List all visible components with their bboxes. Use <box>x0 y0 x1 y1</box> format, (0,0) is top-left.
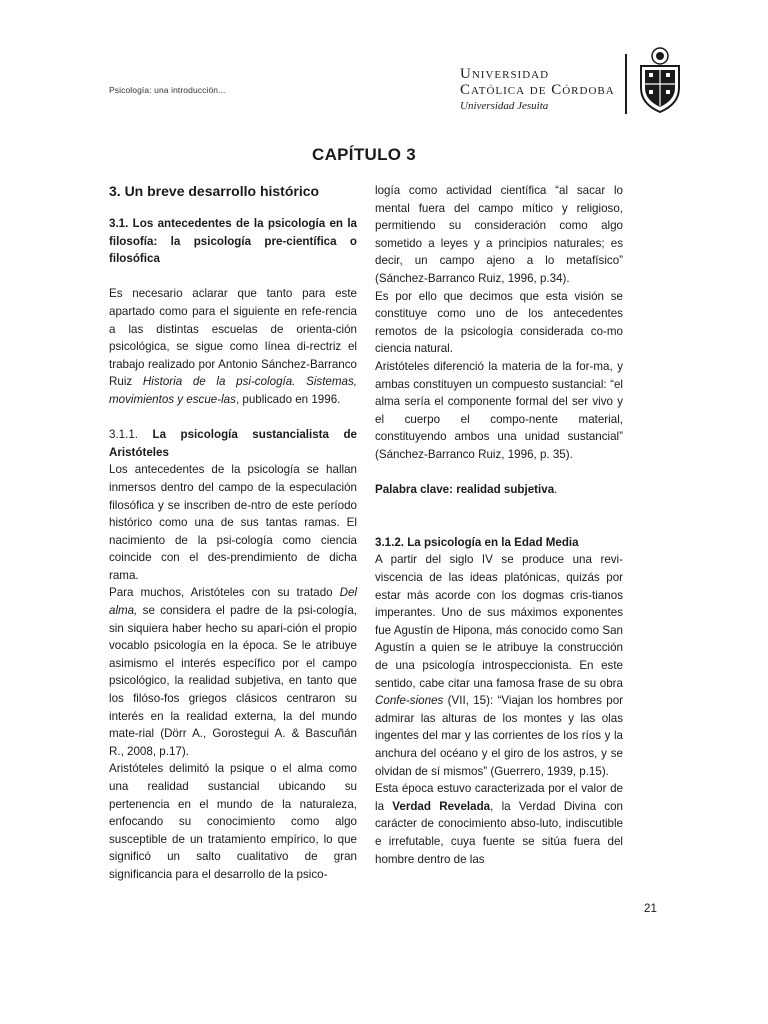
left-column <box>109 182 357 884</box>
paragraph: Los antecedentes de la psicología se hallan inmersos dentro del campo de la especulación filosófica y se inscriben de-ntro de este período histórico como una de sus tantas ramas. El nacimiento de la psi-cología como ciencia coincide con el des-prendimiento de dicha rama. <box>109 463 357 582</box>
subsection-3-1-title: 3.1. Los antecedentes de la psicología en la filosofía: la psicología pre-científica o filosófica <box>109 217 357 266</box>
paragraph: Esta época estuvo caracterizada por el valor de la Verdad Revelada, la Verdad Divina con carácter de conocimiento abso-luto, indiscutible e irrefutable, cuya fuente se sitúa fuera del hombre dentro de las <box>375 782 623 866</box>
subsection-3-1-2-title: 3.1.2. La psicología en la Edad Media <box>375 535 579 549</box>
university-line-1: Universidad <box>460 66 550 82</box>
chapter-title: CAPÍTULO 3 <box>312 145 417 164</box>
university-line-3: Universidad Jesuita <box>460 100 549 112</box>
paragraph: Es por ello que decimos que esta visión se constituye como uno de los antecedentes remotos de la psicología considerada co-mo ciencia natural. <box>375 289 623 356</box>
running-head: Psicología: una introducción... <box>109 85 226 95</box>
right-column <box>375 182 623 868</box>
header-divider <box>625 54 627 114</box>
university-crest-icon <box>633 44 687 116</box>
paragraph: Aristóteles delimitó la psique o el alma como una realidad sustancial ubicando su pertenencia en el mundo de la naturaleza, enfocando su conocimiento como algo susceptible de un tratamiento empírico, lo que significó un salto cualitativo de gran significancia para el desarrollo de la psico- <box>109 762 357 881</box>
paragraph: A partir del siglo IV se produce una revi-viscencia de las ideas platónicas, quizás por estar más acorde con los dogmas cris-tianos imperantes. Uno de sus máximos exponentes fue Agustín de Hipona, más conocido como San Agustín a quien se le atribuye la construcción de una psicología introspeccionista. En este sentido, cabe citar una famosa frase de su obra Confe-siones (VII, 15): “Viajan los hombres por admirar las alturas de los montes y las olas ingentes del mar y las corrientes de los ríos y la anchura del océano y el giro de los astros, y se olvidan de sí mismos” (Guerrero, 1939, p.15). <box>375 553 623 778</box>
keyword-line: Palabra clave: realidad subjetiva. <box>375 483 558 497</box>
university-line-2: Católica de Córdoba <box>460 82 615 98</box>
subsection-3-1-1-title: 3.1.1. La psicología sustancialista de Aristóteles <box>109 428 357 459</box>
section-title: 3. Un breve desarrollo histórico <box>109 183 320 199</box>
page-number: 21 <box>644 902 657 915</box>
paragraph: Es necesario aclarar que tanto para este apartado como para el siguiente en refe-rencia a las distintas escuelas de orienta-ción psicológica, se sigue como línea di-rectriz el trabajo realizado por Antonio Sánchez-Barranco Ruiz Historia de la psi-cología. Sistemas, movimientos y escue-las, publicado en 1996. <box>109 287 357 406</box>
paragraph: Para muchos, Aristóteles con su tratado Del alma, se considera el padre de la psi-cología, sin siquiera haber hecho su apari-ción el propio vocablo psicología en la época. Se le atribuye asimismo el interés específico por el campo psicológico, la realidad subjetiva, en tanto que los filóso-fos griegos clásicos centraron su interés en la realidad externa, la del mundo mate-rial (Dörr A., Gorostegui A. & Bascuñán R., 2008, p.17). <box>109 586 357 758</box>
paragraph: Aristóteles diferenció la materia de la for-ma, y ambas constituyen un compuesto sustancial: “el alma sería el componente formal del ser vivo y el cuerpo el compo-nente material, constituyendo ambos una unidad sustancial” (Sánchez-Barranco Ruiz, 1996, p. 35). <box>375 359 623 461</box>
university-name <box>460 66 615 113</box>
paragraph: logía como actividad científica “al sacar lo mental fuera del campo mítico y religioso, permitiendo su consideración como algo sometido a leyes y a principios naturales; es decir, un campo ajeno a lo metafísico” (Sánchez-Barranco Ruiz, 1996, p.34). <box>375 184 623 285</box>
